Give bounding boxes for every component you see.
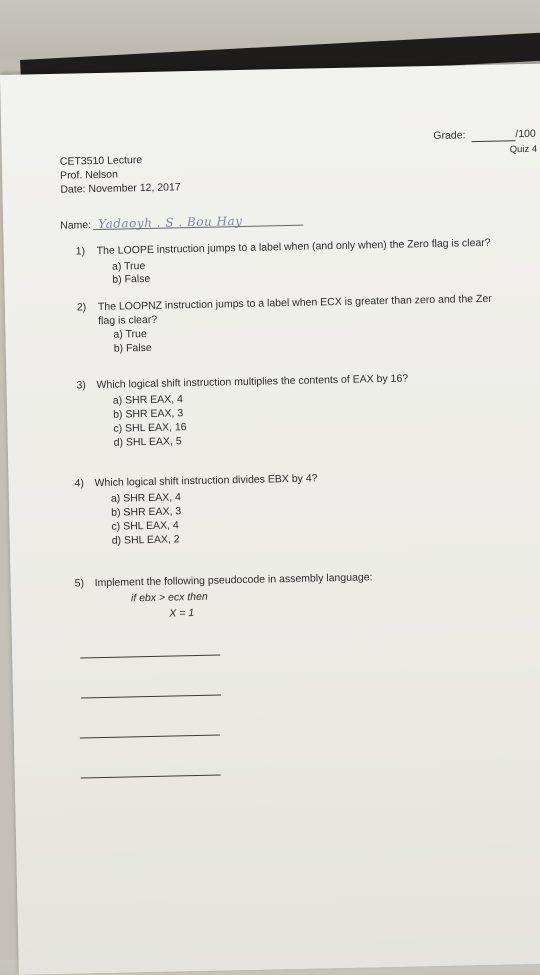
answer-line-2 — [81, 695, 221, 699]
q5-text: Implement the following pseudocode in assembly language: — [94, 571, 373, 590]
pseudocode-line-1: if ebx > ecx then — [130, 590, 208, 605]
quiz-label: Quiz 4 — [509, 143, 538, 156]
q3-text: Which logical shift instruction multiplies the contents of EAX by 16? — [96, 372, 409, 392]
q2-option-a: a) True — [113, 327, 147, 341]
q3-option-c: c) SHL EAX, 16 — [113, 421, 187, 435]
q3-option-b: b) SHR EAX, 3 — [113, 407, 184, 421]
q4-option-c: c) SHL EAX, 4 — [111, 519, 179, 533]
course-title: CET3510 Lecture — [59, 154, 143, 168]
q2-number: 2) — [76, 301, 87, 314]
q3-option-a: a) SHR EAX, 4 — [112, 393, 183, 407]
quiz-paper — [0, 63, 540, 975]
grade-blank — [471, 140, 515, 142]
answer-line-4 — [81, 775, 221, 779]
name-label: Name: — [60, 219, 92, 232]
q1-text: The LOOPE instruction jumps to a label when (and only when) the Zero flag is clear? — [96, 236, 491, 258]
grade-total: /100 — [515, 127, 536, 141]
professor-name: Prof. Nelson — [59, 168, 119, 182]
q1-option-a: a) True — [111, 260, 146, 273]
q3-number: 3) — [76, 379, 86, 392]
answer-line-1 — [80, 655, 220, 659]
q1-option-b: b) False — [112, 272, 151, 286]
pseudocode-line-2: X = 1 — [169, 607, 195, 620]
q2-text: The LOOPNZ instruction jumps to a label when ECX is greater than zero and the Zer — [97, 292, 492, 313]
q4-option-a: a) SHR EAX, 4 — [110, 491, 182, 505]
q4-number: 4) — [74, 477, 85, 490]
quiz-date: Date: November 12, 2017 — [60, 181, 181, 196]
handwritten-name: Yadaoyh . S . Bou Hay — [97, 213, 243, 231]
q2-option-b: b) False — [113, 341, 152, 355]
q2-text-continued: flag is clear? — [98, 313, 158, 327]
q4-option-b: b) SHR EAX, 3 — [111, 505, 182, 519]
grade-label: Grade: — [433, 129, 466, 142]
q4-option-d: d) SHL EAX, 2 — [111, 533, 180, 547]
q3-option-d: d) SHL EAX, 5 — [113, 435, 182, 449]
q5-number: 5) — [74, 577, 85, 590]
answer-line-3 — [80, 735, 220, 739]
q1-number: 1) — [75, 245, 86, 258]
q4-text: Which logical shift instruction divides EBX by 4? — [94, 472, 318, 490]
